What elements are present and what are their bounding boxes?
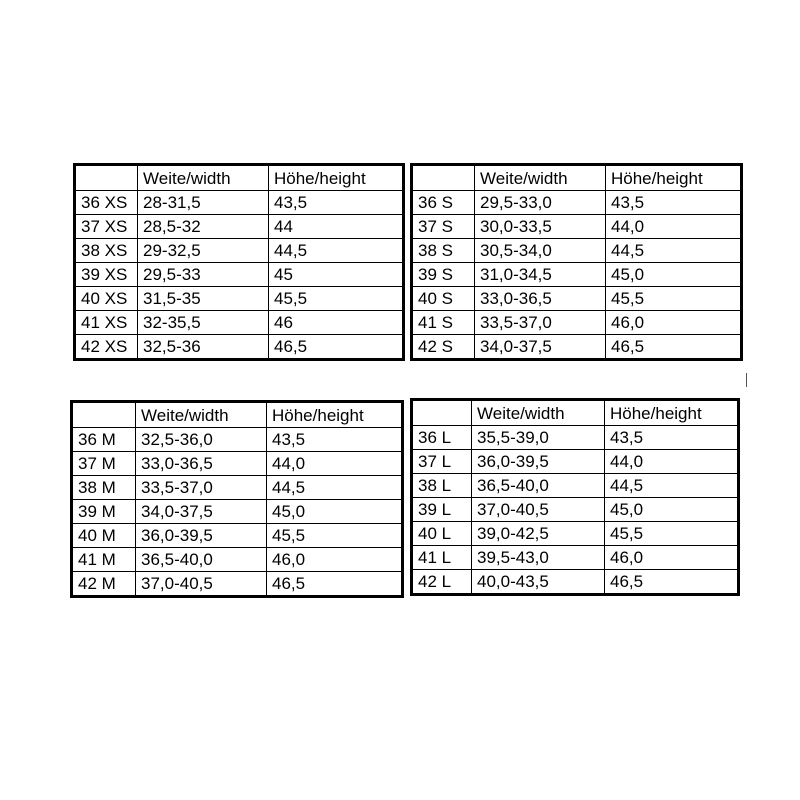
size-cell: 41 L [412,546,472,570]
size-cell: 39 S [412,263,475,287]
header-cell-width: Weite/width [475,165,606,191]
width-cell: 36,5-40,0 [136,548,267,572]
table-header-row [75,165,404,191]
height-cell: 45,5 [606,287,742,311]
header-cell-size [72,402,136,428]
size-cell: 36 L [412,426,472,450]
table-header-row [412,400,739,426]
size-cell: 42 S [412,335,475,360]
table-row [412,311,742,335]
width-cell: 39,5-43,0 [472,546,605,570]
table-row [72,524,403,548]
height-cell: 46,5 [267,572,403,597]
width-cell: 33,5-37,0 [136,476,267,500]
width-cell: 35,5-39,0 [472,426,605,450]
size-cell: 37 L [412,450,472,474]
size-table-s [410,163,743,361]
table-row [75,191,404,215]
header-cell-size [75,165,138,191]
table-row [412,239,742,263]
header-cell-width: Weite/width [136,402,267,428]
table-header-row [72,402,403,428]
table-row [72,452,403,476]
width-cell: 34,0-37,5 [475,335,606,360]
height-cell: 44,5 [269,239,404,263]
table-row [412,215,742,239]
width-cell: 40,0-43,5 [472,570,605,595]
height-cell: 45,0 [267,500,403,524]
size-cell: 40 M [72,524,136,548]
height-cell: 45,5 [269,287,404,311]
header-cell-size [412,165,475,191]
table-row [412,287,742,311]
table-row [412,570,739,595]
table-row [72,500,403,524]
header-cell-width: Weite/width [138,165,269,191]
size-cell: 40 L [412,522,472,546]
width-cell: 32,5-36,0 [136,428,267,452]
height-cell: 43,5 [269,191,404,215]
width-cell: 28,5-32 [138,215,269,239]
size-cell: 42 XS [75,335,138,360]
size-cell: 38 S [412,239,475,263]
height-cell: 43,5 [605,426,739,450]
width-cell: 31,5-35 [138,287,269,311]
width-cell: 33,0-36,5 [136,452,267,476]
height-cell: 45 [269,263,404,287]
table-row [412,546,739,570]
size-cell: 42 L [412,570,472,595]
width-cell: 29,5-33 [138,263,269,287]
height-cell: 44,5 [606,239,742,263]
table-row [75,335,404,360]
width-cell: 30,0-33,5 [475,215,606,239]
size-cell: 37 XS [75,215,138,239]
width-cell: 29-32,5 [138,239,269,263]
height-cell: 46,0 [606,311,742,335]
table-row [412,335,742,360]
table-row [72,428,403,452]
size-cell: 36 M [72,428,136,452]
width-cell: 39,0-42,5 [472,522,605,546]
size-cell: 36 XS [75,191,138,215]
size-cell: 39 XS [75,263,138,287]
table-header-row [412,165,742,191]
header-cell-size [412,400,472,426]
height-cell: 46,0 [267,548,403,572]
table-row [412,522,739,546]
size-table-l [410,398,740,596]
size-cell: 38 XS [75,239,138,263]
width-cell: 36,0-39,5 [472,450,605,474]
height-cell: 45,5 [267,524,403,548]
height-cell: 44,0 [267,452,403,476]
width-cell: 33,5-37,0 [475,311,606,335]
width-cell: 34,0-37,5 [136,500,267,524]
table-row [412,450,739,474]
size-cell: 41 S [412,311,475,335]
size-cell: 39 L [412,498,472,522]
size-cell: 37 S [412,215,475,239]
height-cell: 43,5 [606,191,742,215]
height-cell: 44,0 [605,450,739,474]
stray-mark [746,373,747,387]
width-cell: 31,0-34,5 [475,263,606,287]
height-cell: 44,5 [267,476,403,500]
header-cell-height: Höhe/height [269,165,404,191]
height-cell: 46,5 [269,335,404,360]
header-cell-height: Höhe/height [605,400,739,426]
height-cell: 46,0 [605,546,739,570]
table-row [412,191,742,215]
size-table-xs [73,163,405,361]
table-row [75,287,404,311]
table-row [412,263,742,287]
table-row [72,572,403,597]
width-cell: 33,0-36,5 [475,287,606,311]
width-cell: 30,5-34,0 [475,239,606,263]
size-cell: 38 M [72,476,136,500]
width-cell: 36,0-39,5 [136,524,267,548]
size-cell: 40 XS [75,287,138,311]
width-cell: 29,5-33,0 [475,191,606,215]
header-cell-height: Höhe/height [267,402,403,428]
table-row [75,215,404,239]
height-cell: 46,5 [605,570,739,595]
width-cell: 32-35,5 [138,311,269,335]
header-cell-height: Höhe/height [606,165,742,191]
table-row [75,311,404,335]
height-cell: 46 [269,311,404,335]
height-cell: 44,0 [606,215,742,239]
table-row [75,239,404,263]
height-cell: 43,5 [267,428,403,452]
height-cell: 45,0 [606,263,742,287]
width-cell: 37,0-40,5 [136,572,267,597]
height-cell: 46,5 [606,335,742,360]
size-cell: 36 S [412,191,475,215]
size-cell: 42 M [72,572,136,597]
header-cell-width: Weite/width [472,400,605,426]
size-cell: 41 XS [75,311,138,335]
size-cell: 40 S [412,287,475,311]
table-row [412,474,739,498]
height-cell: 44 [269,215,404,239]
size-table-m [70,400,404,598]
width-cell: 28-31,5 [138,191,269,215]
width-cell: 32,5-36 [138,335,269,360]
size-cell: 41 M [72,548,136,572]
size-cell: 38 L [412,474,472,498]
table-row [412,426,739,450]
table-row [412,498,739,522]
height-cell: 45,0 [605,498,739,522]
table-row [75,263,404,287]
table-row [72,548,403,572]
width-cell: 36,5-40,0 [472,474,605,498]
width-cell: 37,0-40,5 [472,498,605,522]
table-row [72,476,403,500]
height-cell: 44,5 [605,474,739,498]
size-cell: 37 M [72,452,136,476]
height-cell: 45,5 [605,522,739,546]
size-cell: 39 M [72,500,136,524]
